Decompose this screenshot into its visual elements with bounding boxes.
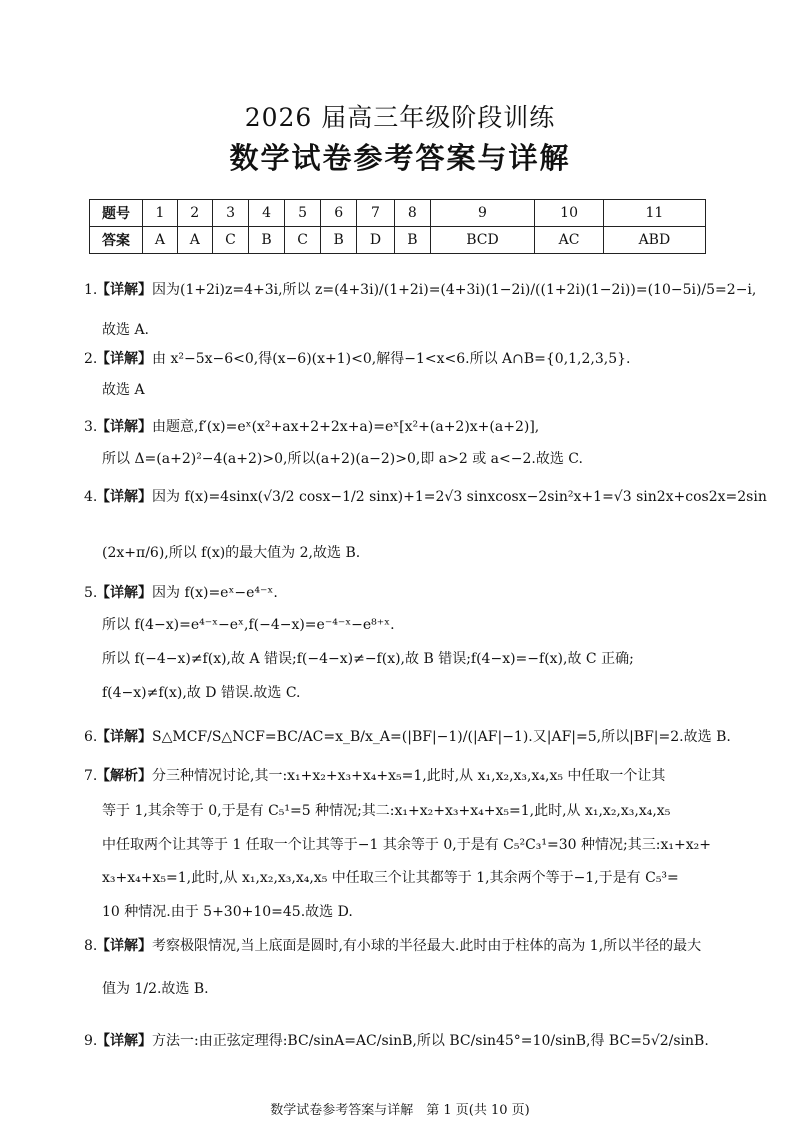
- answer-cell: D: [356, 227, 394, 254]
- question-number: 9: [430, 200, 535, 227]
- table-row-answers: [90, 227, 706, 254]
- answer-cell: B: [321, 227, 356, 254]
- item-text: 因为 f(x)=4sinx(√3/2 cosx−1/2 sinx)+1=2√3 sinxcosx−2sin²x+1=√3 sin2x+cos2x=2sin: [152, 489, 767, 505]
- item-text: 因为 f(x)=eˣ−e⁴⁻ˣ.: [152, 585, 278, 601]
- item-number: 2.: [84, 351, 98, 367]
- solution-1: [84, 280, 757, 300]
- item-tag: 【详解】: [96, 419, 152, 435]
- answer-cell: C: [212, 227, 249, 254]
- question-number: 2: [177, 200, 212, 227]
- question-number: 8: [395, 200, 430, 227]
- item-tag: 【详解】: [96, 489, 152, 505]
- item-tag: 【详解】: [96, 1033, 152, 1049]
- item-text: 由 x²−5x−6<0,得(x−6)(x+1)<0,解得−1<x<6.所以 A∩B={0,1,2,3,5}.: [152, 351, 631, 367]
- item-text: 考察极限情况,当上底面是圆时,有小球的半径最大.此时由于柱体的高为 1,所以半径的最大: [152, 938, 702, 954]
- item-text: 因为(1+2i)z=4+3i,所以 z=(4+3i)/(1+2i)=(4+3i)(1−2i)/((1+2i)(1−2i))=(10−5i)/5=2−i,: [152, 282, 757, 298]
- item-text: 分三种情况讨论,其一:x₁+x₂+x₃+x₄+x₅=1,此时,从 x₁,x₂,x₃,x₄,x₅ 中任取一个让其: [152, 768, 666, 784]
- answer-cell: C: [284, 227, 321, 254]
- answer-cell: B: [249, 227, 284, 254]
- question-number: 5: [284, 200, 321, 227]
- item-tag: 【解析】: [96, 768, 152, 784]
- item-tag: 【详解】: [96, 938, 152, 954]
- answer-cell: A: [143, 227, 178, 254]
- solution-4: [84, 487, 767, 507]
- item-text: 方法一:由正弦定理得:BC/sinA=AC/sinB,所以 BC/sin45°=10/sinB,得 BC=5√2/sinB.: [152, 1033, 709, 1049]
- item-tag: 【详解】: [96, 729, 152, 745]
- solution-line: 等于 1,其余等于 0,于是有 C₅¹=5 种情况;其二:x₁+x₂+x₃+x₄+x₅=1,此时,从 x₁,x₂,x₃,x₄,x₅: [102, 803, 671, 819]
- answer-cell: A: [177, 227, 212, 254]
- page-footer: 数学试卷参考答案与详解 第 1 页(共 10 页): [270, 1103, 530, 1118]
- answer-cell: AC: [535, 227, 603, 254]
- question-number: 11: [603, 200, 705, 227]
- item-number: 5.: [84, 585, 98, 601]
- item-text: 由题意,f′(x)=eˣ(x²+ax+2+2x+a)=eˣ[x²+(a+2)x+(a+2)],: [152, 419, 540, 435]
- solution-9: [84, 1031, 726, 1051]
- solution-6: [84, 727, 731, 747]
- solution-line: 故选 A: [102, 382, 145, 398]
- solution-line: 值为 1/2.故选 B.: [102, 981, 209, 997]
- solution-3: [84, 417, 726, 437]
- solution-line: (2x+π/6),所以 f(x)的最大值为 2,故选 B.: [102, 545, 361, 561]
- item-tag: 【详解】: [96, 351, 152, 367]
- item-number: 1.: [84, 282, 98, 298]
- table-row-numbers: [90, 200, 706, 227]
- solution-7: [84, 766, 726, 786]
- solution-line: f(4−x)≠f(x),故 D 错误.故选 C.: [102, 685, 301, 701]
- question-number: 10: [535, 200, 603, 227]
- question-number: 7: [356, 200, 394, 227]
- page-subtitle: 数学试卷参考答案与详解: [229, 141, 571, 175]
- solution-line: 故选 A.: [102, 322, 150, 338]
- solution-line: 10 种情况.由于 5+30+10=45.故选 D.: [102, 904, 353, 920]
- solution-line: 所以 f(4−x)=e⁴⁻ˣ−eˣ,f(−4−x)=e⁻⁴⁻ˣ−e⁸⁺ˣ.: [102, 617, 395, 633]
- answer-cell: BCD: [430, 227, 535, 254]
- page-title: 2026 届高三年级阶段训练: [244, 103, 556, 132]
- item-number: 7.: [84, 768, 98, 784]
- question-number: 1: [143, 200, 178, 227]
- item-tag: 【详解】: [96, 585, 152, 601]
- solution-line: 所以 Δ=(a+2)²−4(a+2)>0,所以(a+2)(a−2)>0,即 a>2 或 a<−2.故选 C.: [102, 451, 583, 467]
- item-number: 9.: [84, 1033, 98, 1049]
- solution-line: 所以 f(−4−x)≠f(x),故 A 错误;f(−4−x)≠−f(x),故 B 错误;f(4−x)=−f(x),故 C 正确;: [102, 651, 634, 667]
- solution-line: x₃+x₄+x₅=1,此时,从 x₁,x₂,x₃,x₄,x₅ 中任取三个让其都等于 1,其余两个等于−1,于是有 C₅³=: [102, 870, 679, 886]
- solution-2: [84, 349, 726, 369]
- solution-8: [84, 936, 726, 956]
- solution-5: [84, 583, 726, 603]
- row-label-number: 题号: [90, 200, 143, 227]
- item-text: S△MCF/S△NCF=BC/AC=x_B/x_A=(|BF|−1)/(|AF|−1).又|AF|=5,所以|BF|=2.故选 B.: [152, 729, 731, 745]
- answer-cell: B: [395, 227, 430, 254]
- item-tag: 【详解】: [96, 282, 152, 298]
- answer-table: [89, 199, 706, 254]
- item-number: 6.: [84, 729, 98, 745]
- row-label-answer: 答案: [90, 227, 143, 254]
- question-number: 4: [249, 200, 284, 227]
- item-number: 3.: [84, 419, 98, 435]
- solution-line: 中任取两个让其等于 1 任取一个让其等于−1 其余等于 0,于是有 C₅²C₃¹=30 种情况;其三:x₁+x₂+: [102, 837, 711, 853]
- answer-cell: ABD: [603, 227, 705, 254]
- question-number: 3: [212, 200, 249, 227]
- item-number: 4.: [84, 489, 98, 505]
- item-number: 8.: [84, 938, 98, 954]
- question-number: 6: [321, 200, 356, 227]
